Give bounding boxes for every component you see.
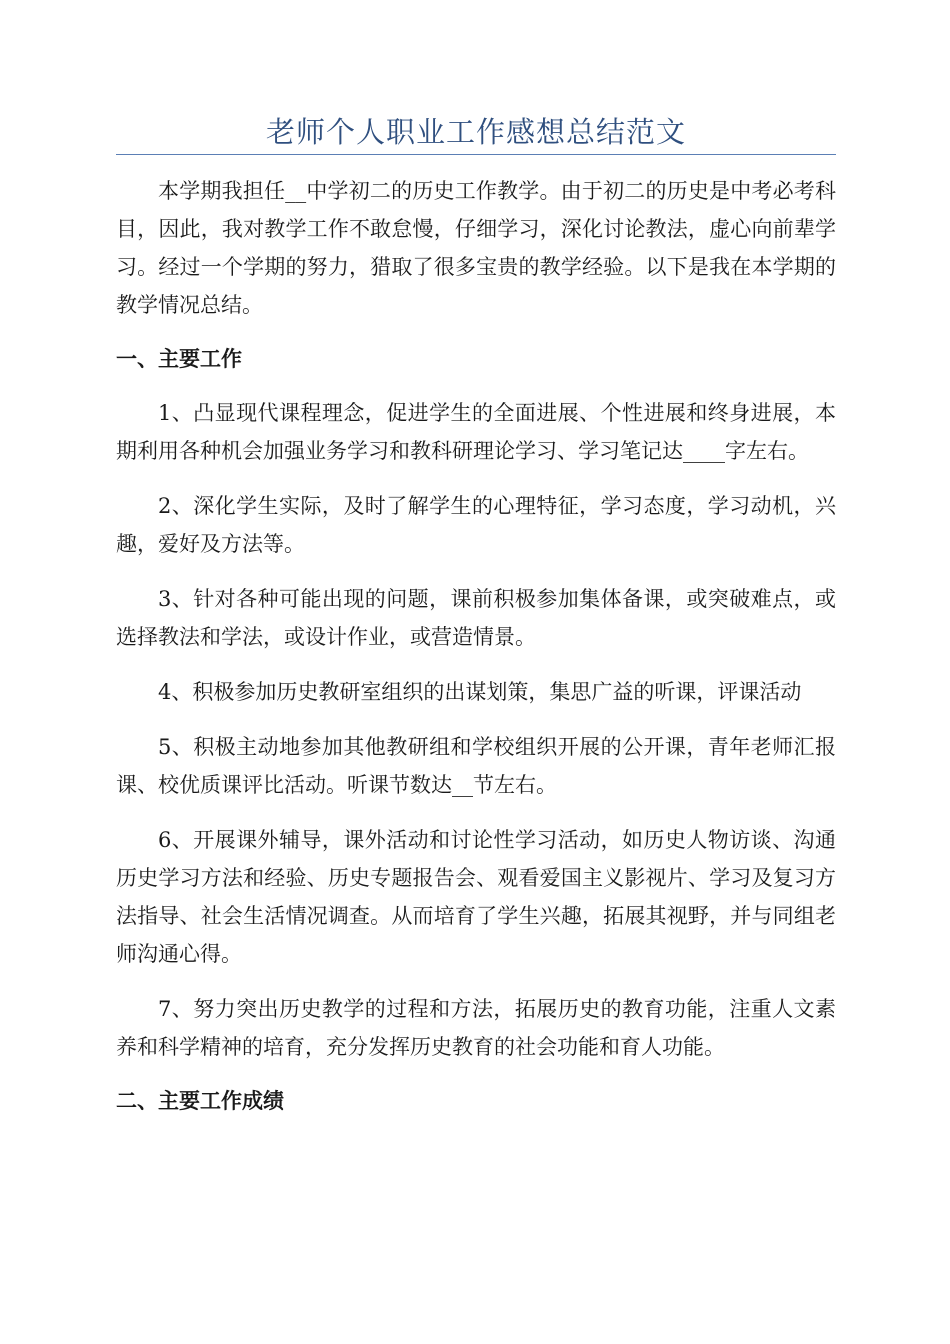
list-item: 5、积极主动地参加其他教研组和学校组织开展的公开课，青年老师汇报课、校优质课评比活动。听课节数达__节左右。 [116, 735, 836, 797]
list-item: 2、深化学生实际，及时了解学生的心理特征，学习态度，学习动机，兴趣，爱好及方法等。 [116, 494, 836, 556]
list-item: 7、努力突出历史教学的过程和方法，拓展历史的教育功能，注重人文素养和科学精神的培育，充分发挥历史教育的社会功能和育人功能。 [116, 997, 836, 1059]
list-item: 3、针对各种可能出现的问题，课前积极参加集体备课，或突破难点，或选择教法和学法，或设计作业，或营造情景。 [116, 587, 836, 649]
list-item: 1、凸显现代课程理念，促进学生的全面进展、个性进展和终身进展，本期利用各种机会加强业务学习和教科研理论学习、学习笔记达____字左右。 [116, 401, 836, 463]
section-heading-main-work: 一、主要工作 [116, 347, 242, 371]
list-item: 6、开展课外辅导，课外活动和讨论性学习活动，如历史人物访谈、沟通历史学习方法和经验、历史专题报告会、观看爱国主义影视片、学习及复习方法指导、社会生活情况调查。从而培育了学生兴趣，拓展其视野，并与同组老师沟通心得。 [116, 828, 836, 966]
section-heading-achievements: 二、主要工作成绩 [116, 1089, 284, 1113]
title-underline [116, 154, 836, 155]
document-body [116, 172, 836, 1120]
intro-paragraph: 本学期我担任__中学初二的历史工作教学。由于初二的历史是中考必考科目，因此，我对教学工作不敢怠慢，仔细学习，深化讨论教法，虚心向前辈学习。经过一个学期的努力，猎取了很多宝贵的教学经验。以下是我在本学期的教学情况总结。 [116, 179, 836, 317]
document-title: 老师个人职业工作感想总结范文 [265, 115, 686, 149]
list-item: 4、积极参加历史教研室组织的出谋划策，集思广益的听课，评课活动 [158, 680, 802, 704]
